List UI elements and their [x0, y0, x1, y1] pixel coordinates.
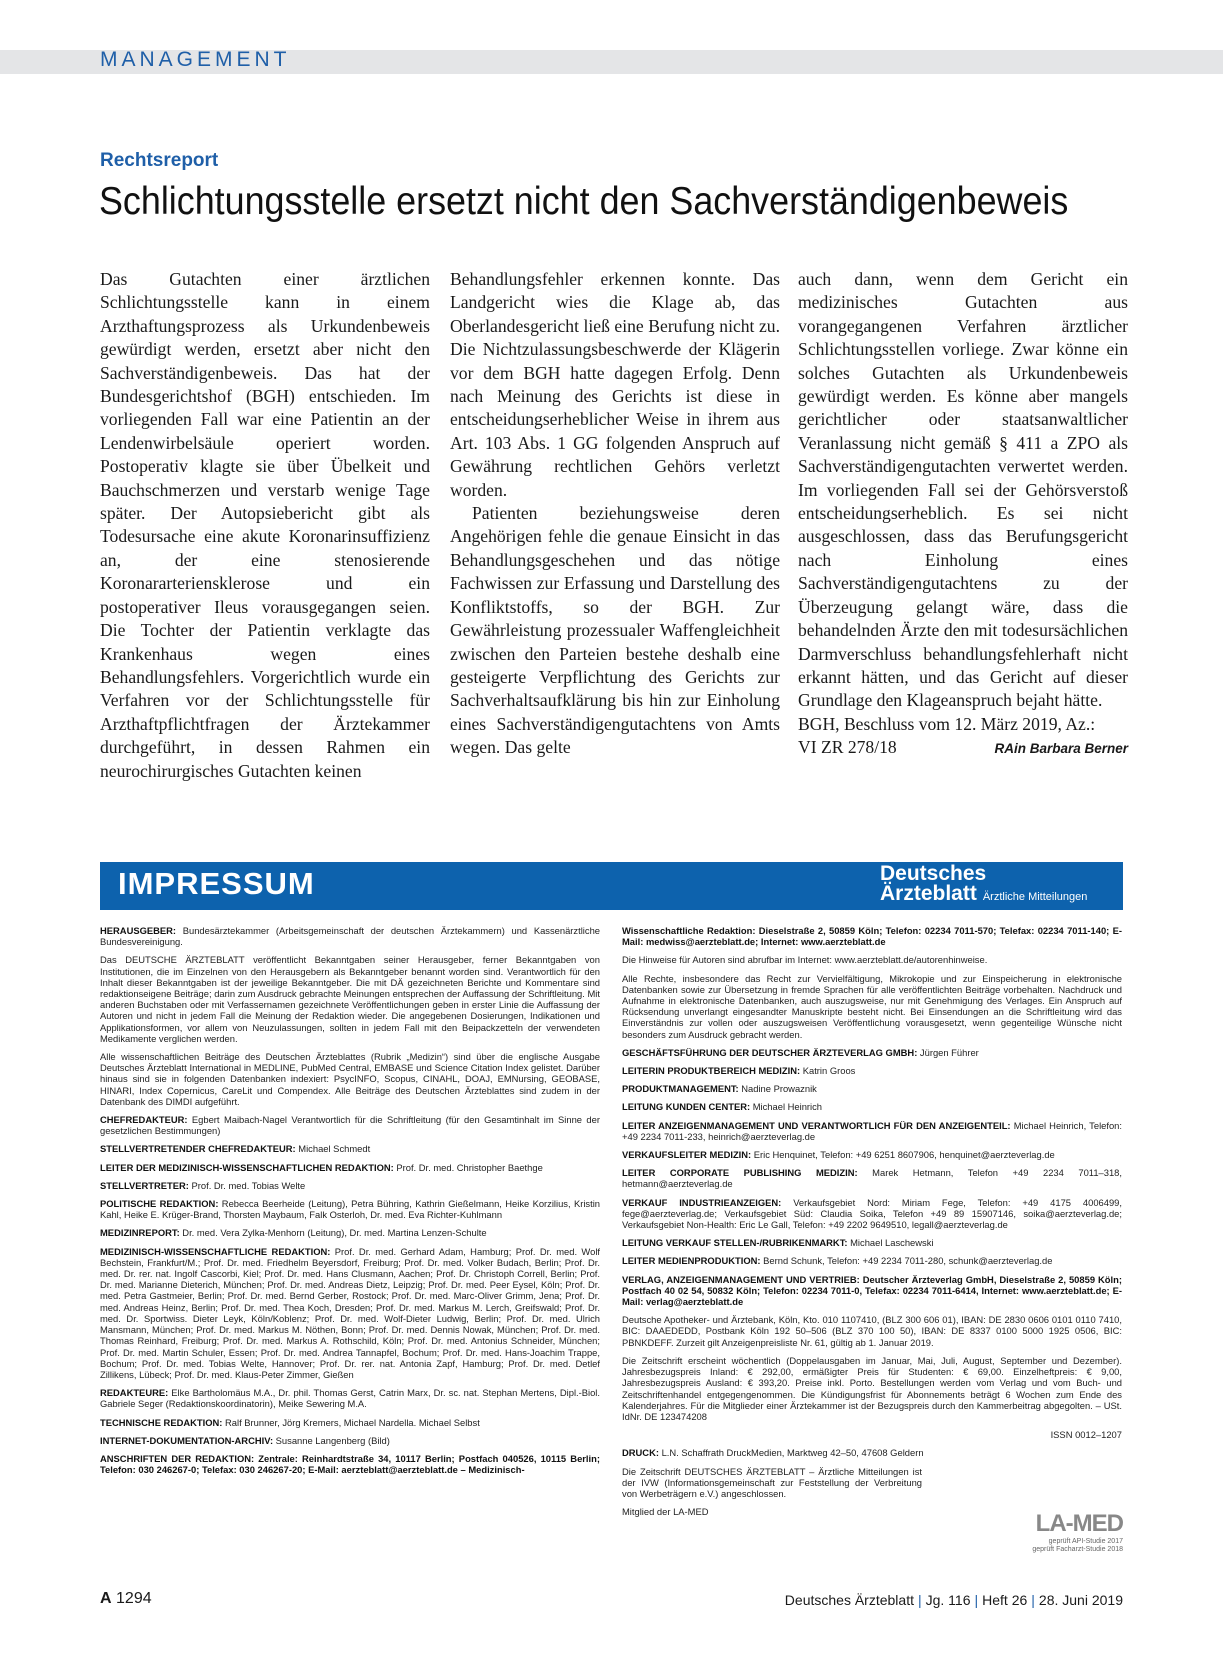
impressum-title: IMPRESSUM — [118, 866, 315, 901]
impressum-entry-label: LEITER CORPORATE PUBLISHING MEDIZIN: — [622, 1167, 858, 1179]
lamed-line-1: geprüft API-Studie 2017 — [1048, 1538, 1123, 1545]
article-paragraph-2: Behandlungsfehler erkennen konnte. Das Landgericht wies die Klage ab, das Oberlandesgericht ließ eine Berufung nicht zu. Die Nichtzulassungsbeschwerde der Klägerin vor dem BGH hatte dagegen Erfolg. Denn nach Meinung des Gerichts ist diese in entscheidungserheblicher Weise in ihrem aus Art. 103 Abs. 1 GG folgenden Anspruch auf Gewährung rechtlichen Gehörs verletzt worden. — [450, 269, 780, 500]
impressum-entry-text: Die Zeitschrift erscheint wöchentlich (Doppelausgaben im Januar, Mai, Juli, August, September und Dezember). Jahresbezugspreis Inland: € 292,00, ermäßigter Preis für Studenten: € 69,00. Einzelheftpreis: € 9,00, Jahresbezugspreis Ausland: € 393,20. Preise inkl. Porto. Bestellungen werden vom Verlag und vom Buch- und Zeitschriftenhandel entgegengenommen. Die Kündigungsfrist für Abonnements beträgt 6 Wochen zum Ende des Kalenderjahres. Für die Mitglieder einer Ärztekammer ist der Bezugspreis durch den Kammerbeitrag abgegolten. – USt. IdNr. DE 123474208 — [622, 1354, 1122, 1422]
impressum-entry-label: LEITER DER MEDIZINISCH-WISSENSCHAFTLICHEN REDAKTION: — [100, 1161, 394, 1173]
impressum-entry-label: LEITERIN PRODUKTBEREICH MEDIZIN: — [622, 1065, 801, 1077]
impressum-entry-label: LEITER ANZEIGENMANAGEMENT UND VERANTWORTLICH FÜR DEN ANZEIGENTEIL: — [622, 1119, 1011, 1131]
impressum-entry — [622, 1255, 1122, 1266]
impressum-entry — [622, 1274, 1122, 1308]
impressum-entry — [100, 1246, 600, 1380]
impressum-entry-text: Michael Heinrich, Telefon: +49 2234 7011-233, heinrich@aerzteverlag.de — [622, 1119, 1122, 1142]
article-citation-row — [798, 736, 1128, 760]
impressum-entry-label: POLITISCHE REDAKTION: — [100, 1198, 219, 1210]
impressum-entry-text: Katrin Groos — [800, 1065, 856, 1077]
impressum-entry — [622, 973, 1122, 1040]
impressum-entry-text: Michael Laschewski — [847, 1237, 934, 1249]
impressum-entry — [100, 1051, 600, 1107]
impressum-entry-label: LEITUNG VERKAUF STELLEN-/RUBRIKENMARKT: — [622, 1237, 848, 1249]
impressum-entry-label: CHEFREDAKTEUR: — [100, 1114, 188, 1126]
impressum-entry — [100, 954, 600, 1044]
impressum-entry-label: Wissenschaftliche Redaktion: Dieselstraße 2, 50859 Köln; Telefon: 02234 7011-570; Telefax: 02234 7011-140; E-Mail: medwiss@aerzteblatt.de; Internet: www.aerzteblatt.de — [622, 925, 1122, 948]
footer-separator: | — [917, 1592, 922, 1608]
impressum-entry-text: Prof. Dr. med. Tobias Welte — [188, 1179, 306, 1191]
impressum-entry — [100, 1435, 600, 1446]
impressum-entry — [100, 1417, 600, 1428]
impressum-entry-text: Prof. Dr. med. Gerhard Adam, Hamburg; Prof. Dr. med. Wolf Bechstein, Frankfurt/M.; Prof. Dr. med. Friedhelm Beyersdorf, Freiburg; Prof. Dr. med. Volker Budach, Berlin; Prof. Dr. med. Dr. rer. nat. Ingolf Cascorbi, Kiel; Prof. Dr. med. Hans Clusmann, Aachen; Prof. Dr. Christoph Correll, Berlin; Prof. Dr. med. Marianne Dieterich, München; Prof. Dr. med. Andreas Dietz, Leipzig; Prof. Dr. med. Peer Eysel, Köln; Prof. Dr. med. Petra Gastmeier, Berlin; Prof. Dr. med. Bernd Gerber, Rostock; Prof. Dr. med. Marc-Oliver Grimm, Jena; Prof. Dr. med. Andreas Heinz, Berlin; Prof. Dr. med. Thea Koch, Dresden; Prof. Dr. med. Markus M. Lerch, Greifswald; Prof. Dr. med. Dr. Sportwiss. Dieter Leyk, Köln/Koblenz; Prof. Dr. med. Wolf-Dieter Ludwig, Berlin; Prof. Dr. med. Ulrich Mansmann, München; Prof. Dr. med. Markus M. Nöthen, Bonn; Prof. Dr. med. Dennis Nowak, München; Prof. Dr. med. Thomas Reinhard, Freiburg; Prof. Dr. med. Markus A. Rothschild, Köln; Prof. Dr. med. Antonius Schneider, München; Prof. Dr. med. Martin Schuler, Essen; Prof. Dr. med. Andrea Tannapfel, Bochum; Prof. Dr. med. Hans-Joachim Trappe, Bochum; Prof. Dr. med. Tobias Welte, Hannover; Prof. Dr. rer. nat. Antonia Zapf, Hamburg; Prof. Dr. med. Detlef Zillikens, Lübeck; Prof. Dr. med. Klaus-Peter Zimmer, Gießen — [100, 1245, 601, 1380]
impressum-entry — [622, 1149, 1122, 1160]
impressum-entry — [622, 1101, 1122, 1112]
impressum-entry-text: Michael Heinrich — [750, 1101, 823, 1113]
impressum-entry — [622, 1120, 1122, 1142]
impressum-entry — [622, 1167, 1122, 1189]
article-paragraph-4: auch dann, wenn dem Gericht ein medizinisches Gutachten aus vorangegangenen Verfahren ärztlicher Schlichtungsstellen vorliege. Zwar könne ein solches Gutachten als Urkundenbeweis gewürdigt werden. Es könne aber mangels gerichtlicher oder staatsanwaltlicher Veranlassung nicht gemäß § 411 a ZPO als Sachverständigengutachten verwertet werden. Im vorliegenden Fall sei der Gehörsverstoß entscheidungserheblich. Es sei nicht ausgeschlossen, dass das Berufungsgericht nach Einholung eines Sachverständigengutachtens zu der Überzeugung gelangt wäre, dass die behandelnden Ärzte den mit todesursächlichen Darmverschluss behandlungsfehlerhaft nicht erkannt hätten, und das Gericht auf dieser Grundlage den Klageanspruch bejaht hätte. — [798, 269, 1128, 711]
lamed-member: Mitglied der LA-MED — [622, 1506, 709, 1518]
article-citation-line-1: BGH, Beschluss vom 12. März 2019, Az.: — [798, 713, 1096, 734]
impressum-left-column — [100, 925, 600, 1482]
article-column-2 — [450, 268, 780, 760]
impressum-entry — [100, 925, 600, 947]
impressum-entry-label: MEDIZINISCH-WISSENSCHAFTLICHE REDAKTION: — [100, 1245, 331, 1257]
page-number — [100, 1590, 152, 1608]
logo-line-2-text: Ärzteblatt — [880, 882, 977, 905]
impressum-entry-text: Prof. Dr. med. Christopher Baethge — [393, 1161, 543, 1173]
impressum-entry — [100, 1227, 600, 1238]
impressum-entry — [622, 1355, 1122, 1422]
issn: ISSN 0012–1207 — [1050, 1429, 1122, 1441]
impressum-entry — [100, 1453, 600, 1475]
impressum-entry — [622, 1314, 1122, 1348]
impressum-right-entries — [622, 925, 1122, 1422]
aerzteblatt-logo — [880, 864, 1087, 907]
impressum-entry — [100, 1198, 600, 1220]
journal-footer — [785, 1592, 1123, 1608]
impressum-entry-label: REDAKTEURE: — [100, 1387, 169, 1399]
impressum-entry-text: Nadine Prowaznik — [738, 1083, 817, 1095]
impressum-entry-label: STELLVERTRETENDER CHEFREDAKTEUR: — [100, 1143, 296, 1155]
impressum-entry-text: Michael Schmedt — [295, 1143, 371, 1155]
impressum-entry-label: VERKAUF INDUSTRIEANZEIGEN: — [622, 1196, 782, 1208]
footer-separator: | — [1031, 1592, 1035, 1608]
impressum-entry — [100, 1180, 600, 1191]
impressum-entry-text: Jürgen Führer — [917, 1046, 979, 1058]
impressum-entry-text: Eric Henquinet, Telefon: +49 6251 8607906, henquinet@aerzteverlag.de — [751, 1149, 1055, 1161]
impressum-entry-label: TECHNISCHE REDAKTION: — [100, 1416, 223, 1428]
lamed-line-2: geprüft Facharzt-Studie 2018 — [1032, 1546, 1123, 1553]
article-column-1 — [100, 268, 430, 783]
logo-line-2 — [880, 884, 1087, 907]
article-paragraph-1: Das Gutachten einer ärztlichen Schlichtungsstelle kann in einem Arzthaftungsprozess als Urkundenbeweis gewürdigt werden, ersetzt aber nicht den Sachverständigenbeweis. Das hat der Bundesgerichtshof (BGH) entschieden. Im vorliegenden Fall war eine Patientin an der Lendenwirbelsäule operiert worden. Postoperativ klagte sie über Übelkeit und Bauchschmerzen und verstarb wenige Tage später. Der Autopsiebericht gibt als Todesursache eine akute Koronarinsuffizienz an, der eine stenosierende Koronararteriensklerose und ein postoperativer Ileus vorausgegangen seien. Die Tochter der Patientin verklagte das Krankenhaus wegen eines Behandlungsfehlers. Vorgerichtlich wurde ein Verfahren vor der Schlichtungsstelle für Arzthaftpflichtfragen der Ärztekammer durchgeführt, in dessen Rahmen ein neurochirurgisches Gutachten keinen — [100, 269, 430, 781]
page-number-value: 1294 — [116, 1590, 152, 1607]
impressum-entry-label: LEITER MEDIENPRODUKTION: — [622, 1255, 761, 1267]
footer-separator: | — [974, 1592, 979, 1608]
druck-label: DRUCK: — [622, 1447, 659, 1459]
impressum-entry — [100, 1114, 600, 1136]
impressum-entry-text: Die Hinweise für Autoren sind abrufbar im Internet: www.aerzteblatt.de/autorenhinweise. — [622, 954, 988, 966]
impressum-entry-text: Elke Bartholomäus M.A., Dr. phil. Thomas Gerst, Catrin Marx, Dr. sc. nat. Stephan Mertens, Dipl.-Biol. Gabriele Seger (Redaktionskoordinatorin), Meike Sewering M.A. — [100, 1387, 600, 1410]
impressum-entry-label: HERAUSGEBER: — [100, 925, 177, 936]
section-label: MANAGEMENT — [100, 48, 291, 71]
impressum-entry-text: Dr. med. Vera Zylka-Menhorn (Leitung), Dr. med. Martina Lenzen-Schulte — [179, 1227, 487, 1239]
ivw-note: Die Zeitschrift DEUTSCHES ÄRZTEBLATT – Ärztliche Mitteilungen ist der IVW (Informationsgemeinschaft zur Feststellung der Verbreitung von Werbeträgern e.V.) angeschlossen. — [622, 1465, 922, 1499]
impressum-entry — [622, 1083, 1122, 1094]
impressum-entry-text: Alle Rechte, insbesondere das Recht zur Vervielfältigung, Mikrokopie und zur Einspeicherung in elektronische Datenbanken sowie zur Übersetzung in fremde Sprachen für alle veröffentlichten Beiträge vorbehalten. Nachdruck und Aufnahme in elektronische Datenbanken, auch auszugsweise, nur mit Genehmigung des Verlages. Ein Anspruch auf Rücksendung unverlangt eingesandter Manuskripte besteht nicht. Bei Einsendungen an die Schriftleitung wird das Einverständnis zur vollen oder auszugsweisen Veröffentlichung vorausgesetzt, wenn gegenteilige Wünsche nicht besonders zum Ausdruck gebracht werden. — [622, 972, 1122, 1040]
impressum-entry-label: STELLVERTRETER: — [100, 1179, 189, 1191]
impressum-entry — [622, 1197, 1122, 1231]
impressum-entry-text: Bundesärztekammer (Arbeitsgemeinschaft der deutschen Ärztekammern) und Kassenärztliche Bundesvereinigung. — [100, 925, 600, 948]
impressum-entry-label: VERLAG, ANZEIGENMANAGEMENT UND VERTRIEB: Deutscher Ärzteverlag GmbH, Dieselstraße 2, 50859 Köln; Postfach 40 02 54, 50832 Köln; Telefon: 02234 7011-0, Telefax: 02234 7011-6414, Internet: www.aerzteblatt.de; E-Mail: verlag@aerzteblatt.de — [622, 1273, 1122, 1308]
impressum-entry — [100, 1387, 600, 1409]
druck-text: L.N. Schaffrath DruckMedien, Marktweg 42–50, 47608 Geldern — [658, 1447, 924, 1459]
impressum-right-column — [622, 925, 1122, 1524]
impressum-entry-text: Deutsche Apotheker- und Ärztebank, Köln, Kto. 010 1107410, (BLZ 300 606 01), IBAN: DE 2830 0606 0101 0110 7410, BIC: DAAEDEDD, Postbank Köln 192 50–506 (BLZ 370 100 50), IBAN: DE 8337 0100 5000 1925 0506, BIC: PBNKDEFF. Zurzeit gilt Anzeigenpreisliste Nr. 61, gültig ab 1. Januar 2019. — [622, 1314, 1122, 1348]
impressum-entry-label: LEITUNG KUNDEN CENTER: — [622, 1101, 751, 1113]
impressum-entry-label: GESCHÄFTSFÜHRUNG DER DEUTSCHER ÄRZTEVERLAG GMBH: — [622, 1046, 918, 1058]
article-kicker: Rechtsreport — [100, 150, 219, 171]
logo-line-1: Deutsches — [880, 862, 987, 885]
article-author: RAin Barbara Berner — [994, 741, 1128, 757]
impressum-entry-text: Verkaufsgebiet Nord: Miriam Fege, Telefon: +49 4175 4006499, fege@aerzteverlag.de; Verkaufsgebiet Süd: Claudia Soika, Telefon +49 89 15907146, soika@aerzteverlag.de; Verkaufsgebiet Non-Health: Eric Le Gall, Telefon: +49 2202 9649510, legall@aerzteverlag.de — [622, 1196, 1122, 1231]
article-column-3 — [798, 268, 1128, 761]
impressum-entry-text: Das DEUTSCHE ÄRZTEBLATT veröffentlicht Bekanntgaben seiner Herausgeber, ferner Bekanntgaben von Institutionen, die im Einzelnen von den Herausgebern als Bekanntgeber benannt worden sind. Verantwortlich für den Inhalt dieser Bekanntgaben ist der jeweilige Bekanntgeber. Die mit DÄ gezeichneten Berichte und Kommentare sind redaktionseigene Beiträge; darin zum Ausdruck gebrachte Meinungen entsprechen der Auffassung der Schriftleitung. Mit anderen Buchstaben oder mit Verfassernamen gezeichnete Veröffentlichungen geben in erster Linie die Auffassung der Autoren und nicht in jedem Fall die Meinung der Redaktion wieder. Die angegebenen Dosierungen, Indikationen und Applikationsformen, vor allem von Neuzulassungen, sollten in jedem Fall mit den Beipackzetteln der verwendeten Medikamente verglichen werden. — [100, 954, 600, 1044]
impressum-entry-label: VERKAUFSLEITER MEDIZIN: — [622, 1149, 752, 1161]
impressum-entry — [622, 954, 1122, 965]
footer-date: 28. Juni 2019 — [1038, 1592, 1123, 1608]
impressum-entry-label: MEDIZINREPORT: — [100, 1227, 180, 1239]
impressum-entry-text: Marek Hetmann, Telefon +49 2234 7011–318, hetmann@aerzteverlag.de — [622, 1167, 1123, 1190]
lamed-logo — [1010, 1510, 1123, 1554]
impressum-entry — [622, 1047, 1122, 1058]
impressum-entry-text: Ralf Brunner, Jörg Kremers, Michael Nardella. Michael Selbst — [222, 1416, 480, 1428]
logo-subtitle: Ärztliche Mitteilungen — [982, 891, 1088, 903]
footer-issue: Heft 26 — [982, 1592, 1028, 1608]
article-paragraph-3: Patienten beziehungsweise deren Angehörigen fehle die genaue Einsicht in das Behandlungsgeschehen und das nötige Fachwissen zur Erfassung und Darstellung des Konfliktstoffs, so der BGH. Zur Gewährleistung prozessualer Waffengleichheit zwischen den Parteien bestehe deshalb eine gesteigerte Verpflichtung des Gerichts zur Sachverhaltsaufklärung bis hin zur Einholung eines Sachverständigengutachtens von Amts wegen. Das gelte — [450, 503, 780, 758]
article-citation-line-2: VI ZR 278/18 — [798, 737, 897, 758]
impressum-entry — [622, 1065, 1122, 1076]
article-title: Schlichtungsstelle ersetzt nicht den Sachverständigenbeweis — [99, 180, 1069, 223]
impressum-entry — [100, 1162, 600, 1173]
impressum-entry-text: Bernd Schunk, Telefon: +49 2234 7011-280, schunk@aerzteverlag.de — [760, 1255, 1053, 1267]
impressum-entry-text: Alle wissenschaftlichen Beiträge des Deutschen Ärzteblattes (Rubrik „Medizin“) sind über die englische Ausgabe Deutsches Ärzteblatt International in MEDLINE, PubMed Central, EMBASE und Science Citation Index gelistet. Darüber hinaus sind sie in folgenden Datenbanken indexiert: PsycINFO, Scopus, CINAHL, DOAJ, EMNursing, GEOBASE, HINARI, Index Copernicus, CareLit und Compendex. Alle Beiträge des Deutschen Ärzteblattes sind zudem in der Datenbank des DIMDI aufgeführt. — [100, 1051, 600, 1107]
impressum-entry-text: Susanne Langenberg (Bild) — [273, 1434, 390, 1446]
lamed-logo-text: LA-MED — [1035, 1510, 1123, 1537]
druck — [622, 1447, 1122, 1458]
impressum-entry-label: INTERNET-DOKUMENTATION-ARCHIV: — [100, 1434, 274, 1446]
impressum-entry — [622, 1237, 1122, 1248]
page-prefix: A — [100, 1590, 112, 1607]
footer-volume: Jg. 116 — [925, 1592, 971, 1608]
impressum-entry-text: Rebecca Beerheide (Leitung), Petra Bühring, Kathrin Gießelmann, Heike Korzilius, Kristin Kahl, Heike E. Krüger-Brand, Thorsten Maybaum, Falk Osterloh, Dr. med. Eva Richter-Kuhlmann — [100, 1198, 600, 1221]
impressum-entry-text: Egbert Maibach-Nagel Verantwortlich für die Schriftleitung (für den Gesamtinhalt im Sinne der gesetzlichen Bestimmungen) — [100, 1114, 600, 1137]
impressum-entry-label: PRODUKTMANAGEMENT: — [622, 1083, 739, 1095]
impressum-entry — [622, 925, 1122, 947]
impressum-entry-label: ANSCHRIFTEN DER REDAKTION: Zentrale: Reinhardtstraße 34, 10117 Berlin; Postfach 040526, 10115 Berlin; Telefon: 030 246267-0; Telefax: 030 246267-20; E-Mail: aerzteblatt@aerzteblatt.de – Medizinisch- — [100, 1452, 600, 1476]
footer-journal: Deutsches Ärzteblatt — [784, 1592, 914, 1608]
impressum-entry — [100, 1143, 600, 1154]
